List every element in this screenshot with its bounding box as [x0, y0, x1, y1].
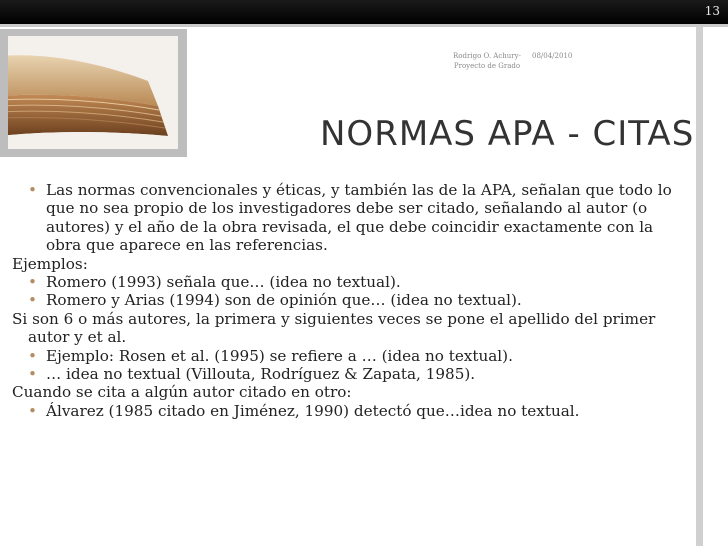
paragraph-text: Ejemplos:: [12, 254, 88, 273]
bullet-item: [28, 291, 692, 309]
bullet-item: [28, 273, 692, 291]
footer-author: Rodrigo O. Achury- Proyecto de Grado: [453, 52, 521, 70]
paragraph-text: Ejemplo: Rosen et al. (1995) se refiere a … (idea no textual).: [46, 346, 513, 365]
top-bar-divider: [0, 24, 728, 27]
paragraph-text: Las normas convencionales y éticas, y también las de la APA, señalan que todo lo que no sea propio de los investigadores debe ser citado, señalando al autor (o autores) y el año de la obra revisada, el que debe coincidir exactamente con la obra que aparece en las referencias.: [46, 181, 672, 255]
paragraph-text: Romero y Arias (1994) son de opinión que… (idea no textual).: [46, 291, 522, 310]
text-line: [12, 310, 692, 347]
bullet-icon: •: [28, 346, 37, 365]
bullet-item: [28, 365, 692, 383]
slide-title: NORMAS APA - CITAS: [320, 114, 695, 154]
text-line: [12, 255, 692, 273]
paragraph-text: Si son 6 o más autores, la primera y siguientes veces se pone el apellido del primer autor y et al.: [12, 309, 656, 347]
bullet-icon: •: [28, 401, 37, 420]
paragraph-text: Cuando se cita a algún autor citado en otro:: [12, 383, 352, 402]
right-margin-rule: [696, 27, 703, 546]
paragraph-text: Álvarez (1985 citado en Jiménez, 1990) detectó que…idea no textual.: [46, 401, 580, 420]
paragraph-text: Romero (1993) señala que… (idea no textual).: [46, 273, 401, 292]
text-line: [12, 383, 692, 401]
paragraph-text: … idea no textual (Villouta, Rodríguez & Zapata, 1985).: [46, 365, 476, 384]
footer-date: 08/04/2010: [532, 52, 573, 60]
bullet-icon: •: [28, 365, 37, 384]
bullet-icon: •: [28, 273, 37, 292]
bullet-item: [28, 181, 692, 255]
book-photo: [8, 36, 178, 149]
bullet-icon: •: [28, 181, 37, 199]
top-bar: [0, 0, 728, 24]
bullet-item: [28, 347, 692, 365]
photo-frame: [0, 29, 187, 157]
slide-number: 13: [704, 4, 720, 18]
bullet-icon: •: [28, 291, 37, 310]
slide-body: [12, 181, 692, 420]
bullet-item: [28, 402, 692, 420]
book-illustration: [8, 36, 178, 149]
